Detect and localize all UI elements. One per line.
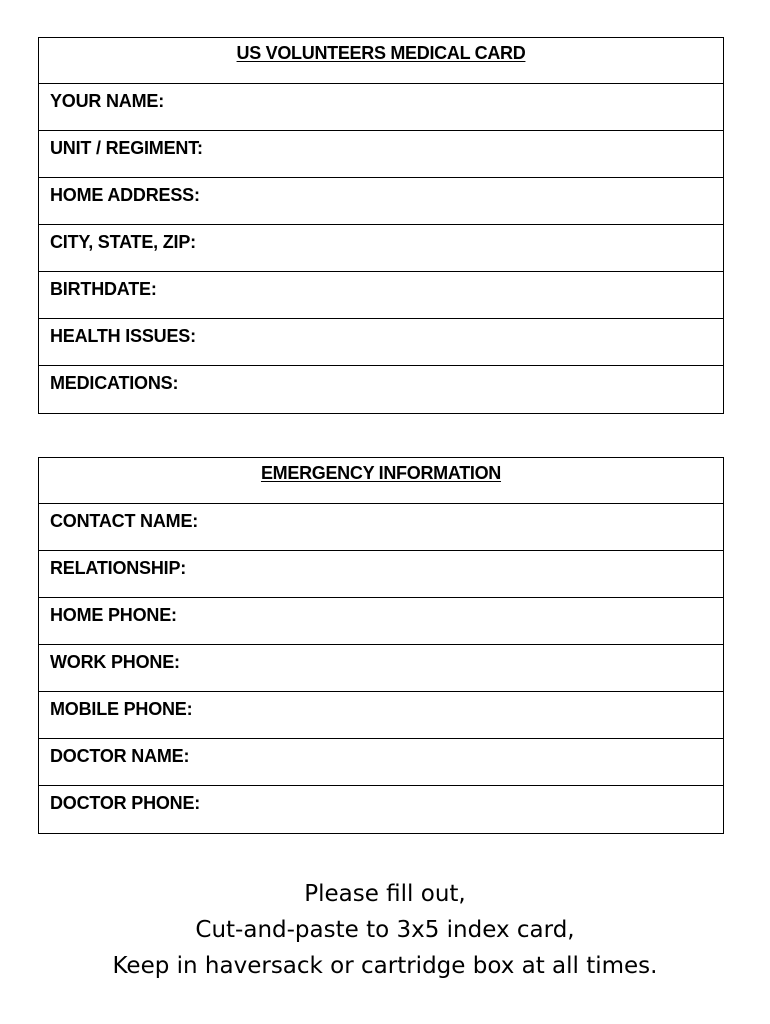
field-home-phone[interactable] (39, 598, 723, 645)
field-health-issues[interactable] (39, 319, 723, 366)
emergency-card-title-text: EMERGENCY INFORMATION (260, 463, 502, 483)
field-contact-name[interactable] (39, 504, 723, 551)
emergency-card-title (39, 458, 723, 504)
field-label: YOUR NAME: (50, 91, 164, 111)
field-label: HOME PHONE: (50, 605, 177, 625)
field-label: DOCTOR PHONE: (50, 793, 201, 813)
field-label: MEDICATIONS: (50, 373, 179, 393)
field-label: HEALTH ISSUES: (50, 326, 196, 346)
field-unit-regiment[interactable] (39, 131, 723, 178)
field-birthdate[interactable] (39, 272, 723, 319)
field-label: WORK PHONE: (50, 652, 180, 672)
field-city-state-zip[interactable] (39, 225, 723, 272)
field-your-name[interactable] (39, 84, 723, 131)
field-doctor-name[interactable] (39, 739, 723, 786)
field-work-phone[interactable] (39, 645, 723, 692)
field-label: MOBILE PHONE: (50, 699, 193, 719)
field-label: UNIT / REGIMENT: (50, 138, 203, 158)
instructions-line-3: Keep in haversack or cartridge box at all times. (112, 953, 658, 979)
field-label: CONTACT NAME: (50, 511, 199, 531)
field-label: RELATIONSHIP: (50, 558, 187, 578)
field-label: HOME ADDRESS: (50, 185, 200, 205)
field-label: BIRTHDATE: (50, 279, 157, 299)
instructions (0, 876, 770, 984)
field-home-address[interactable] (39, 178, 723, 225)
instructions-line-2: Cut-and-paste to 3x5 index card, (195, 917, 575, 943)
field-mobile-phone[interactable] (39, 692, 723, 739)
medical-card-title (39, 38, 723, 84)
medical-card-title-text: US VOLUNTEERS MEDICAL CARD (236, 43, 526, 63)
field-medications[interactable] (39, 366, 723, 413)
emergency-card (38, 457, 724, 834)
instructions-line-1: Please fill out, (304, 881, 466, 907)
field-relationship[interactable] (39, 551, 723, 598)
field-label: CITY, STATE, ZIP: (50, 232, 196, 252)
field-doctor-phone[interactable] (39, 786, 723, 833)
medical-card (38, 37, 724, 414)
field-label: DOCTOR NAME: (50, 746, 190, 766)
